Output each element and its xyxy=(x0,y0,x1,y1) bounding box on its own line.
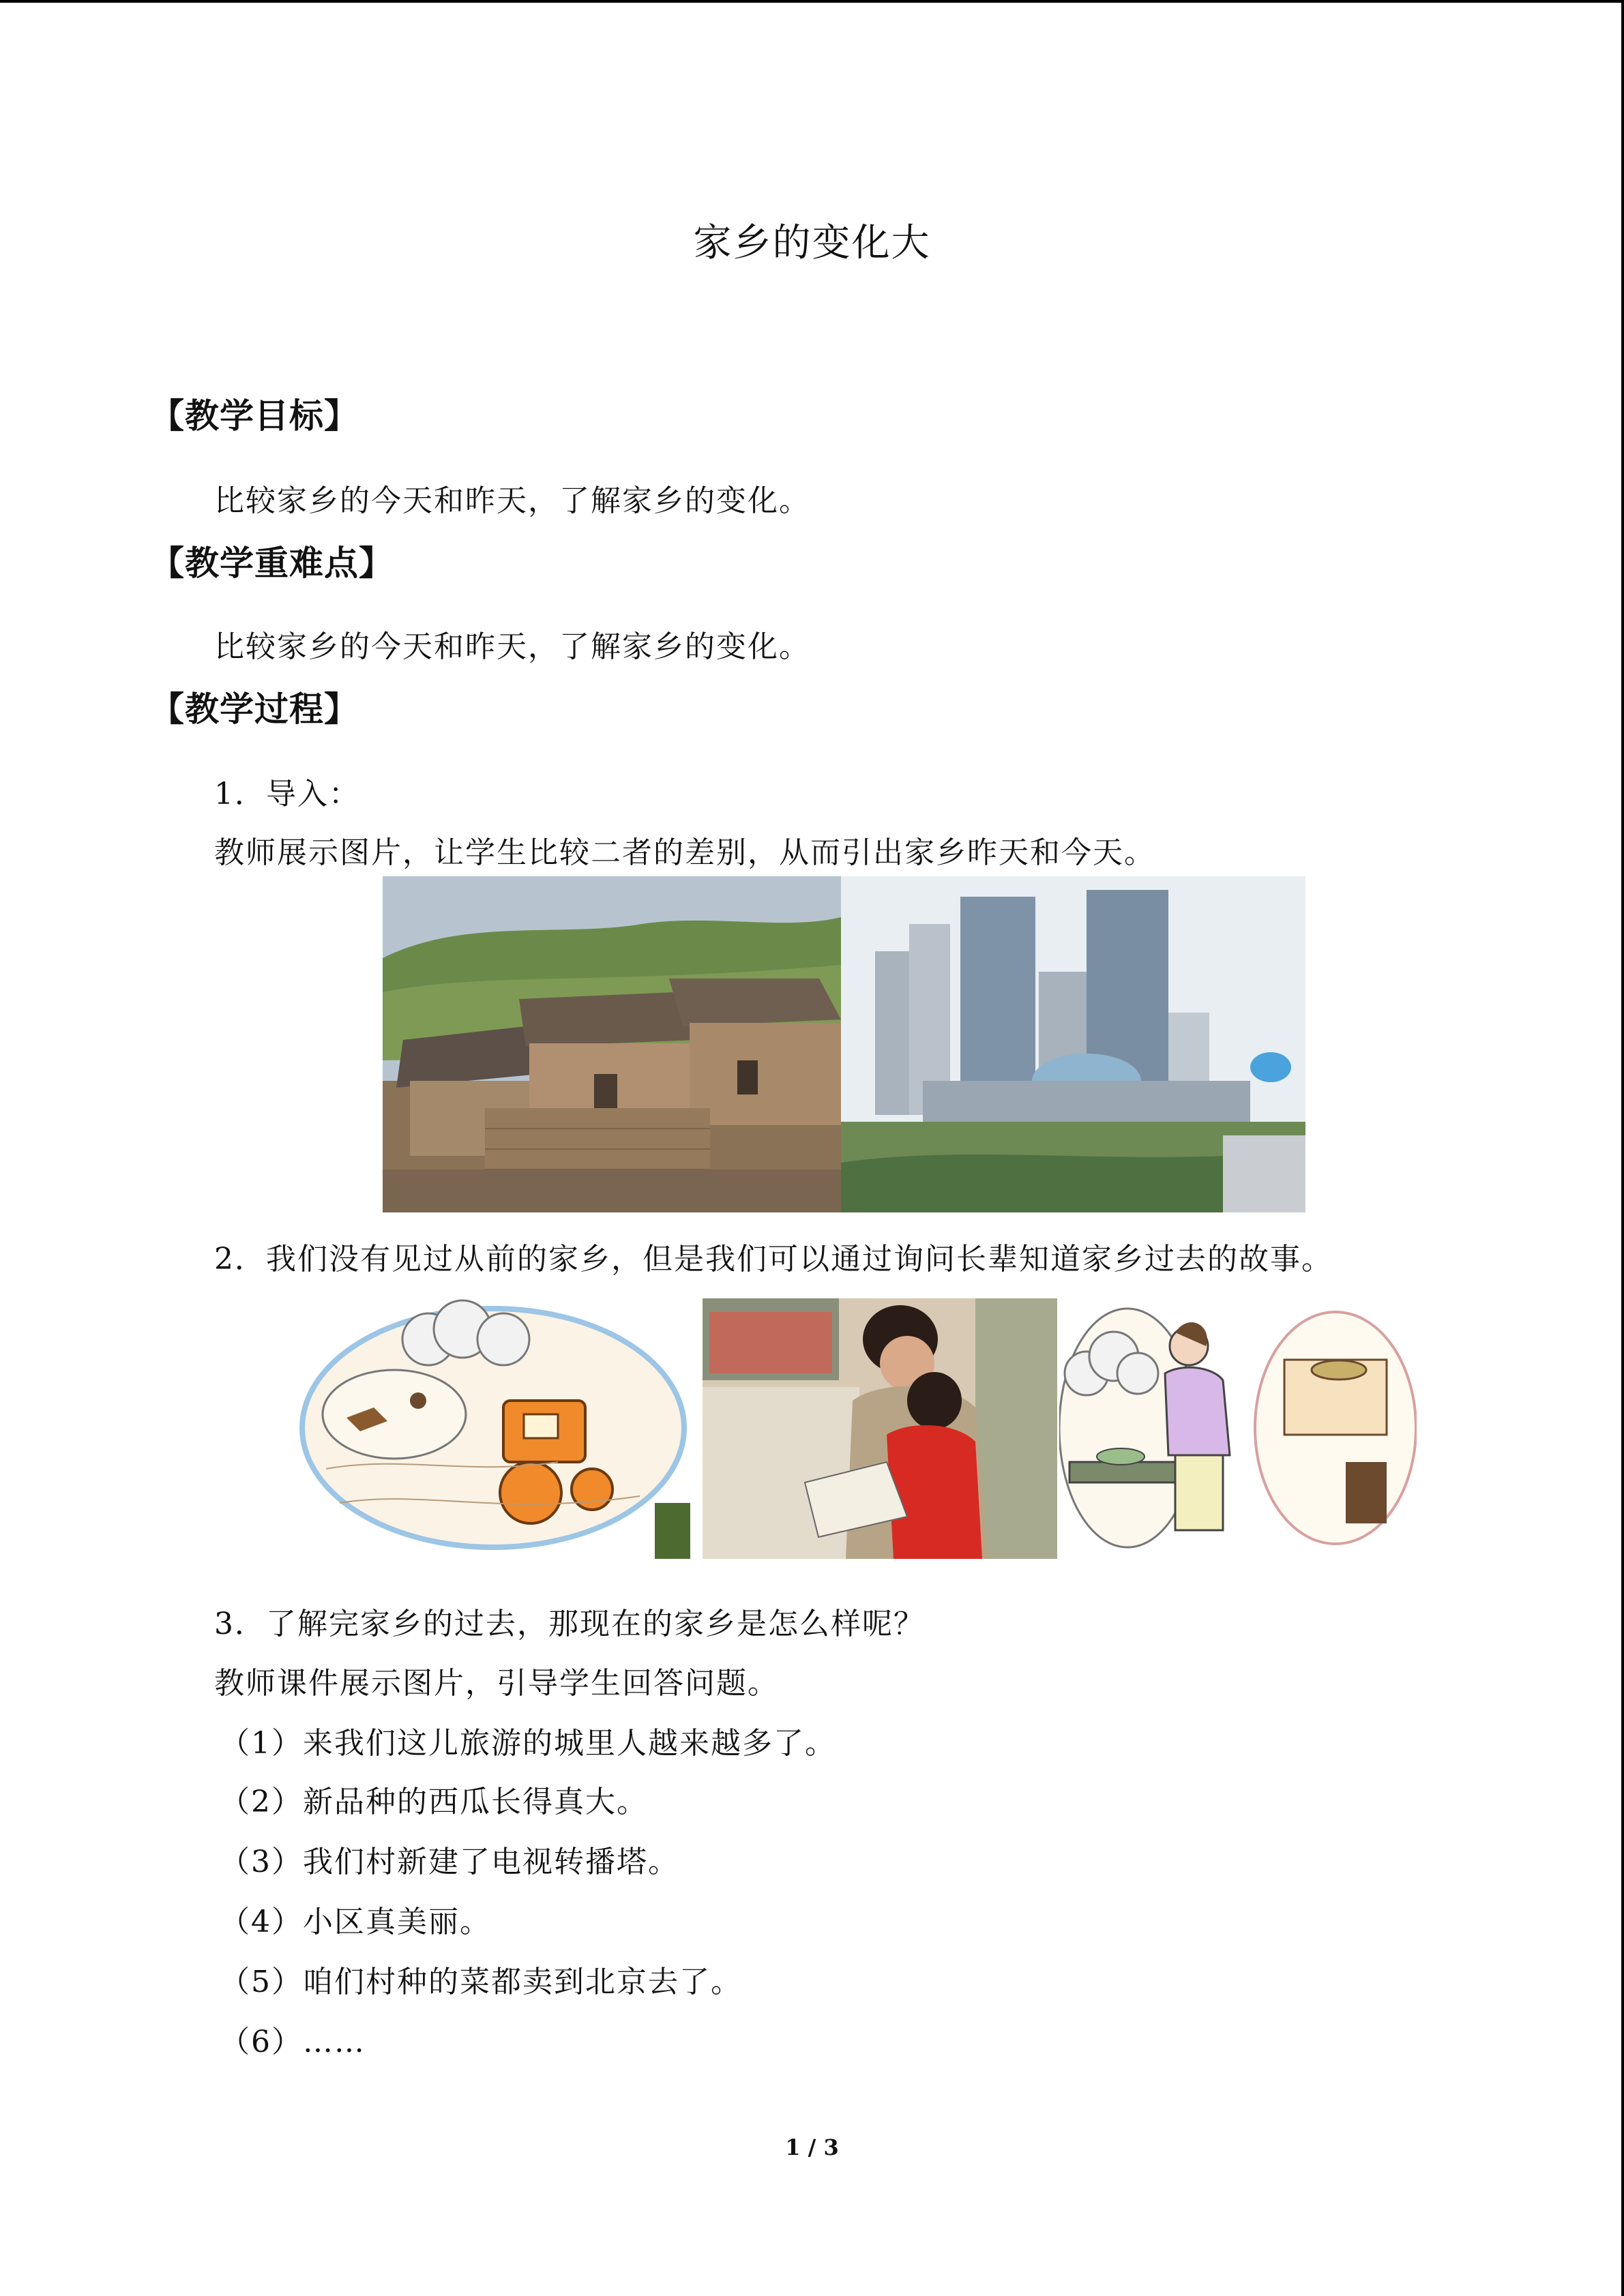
step1-title: 1．导入： xyxy=(214,777,360,811)
heading-teaching-process: 【教学过程】 xyxy=(150,689,359,729)
document-title: 家乡的变化大 xyxy=(693,221,931,265)
page-border-top xyxy=(0,0,1624,3)
list-item: （2）新品种的西瓜长得真大。 xyxy=(220,1785,648,1819)
list-item: （4）小区真美丽。 xyxy=(220,1905,491,1939)
teaching-goals-text: 比较家乡的今天和昨天，了解家乡的变化。 xyxy=(214,483,810,518)
elder-child-reading-photo xyxy=(703,1298,1057,1559)
step3-text: 教师课件展示图片，引导学生回答问题。 xyxy=(214,1666,779,1701)
list-item: （6）…… xyxy=(220,2025,366,2059)
list-item: （1）来我们这儿旅游的城里人越来越多了。 xyxy=(220,1726,836,1761)
list-item: （3）我们村新建了电视转播塔。 xyxy=(220,1845,679,1879)
old-village-house-photo xyxy=(383,876,841,1212)
heading-key-points: 【教学重难点】 xyxy=(150,543,394,583)
list-item: （5）咱们村种的菜都卖到北京去了。 xyxy=(220,1965,742,1999)
page-border-right xyxy=(1621,0,1624,2296)
step3-title: 3．了解完家乡的过去，那现在的家乡是怎么样呢？ xyxy=(214,1607,925,1641)
step1-text: 教师展示图片，让学生比较二者的差别，从而引出家乡昨天和今天。 xyxy=(214,835,1155,870)
key-points-text: 比较家乡的今天和昨天，了解家乡的变化。 xyxy=(214,629,810,664)
page-number: 1 / 3 xyxy=(785,2134,839,2160)
cooking-stove-illustration xyxy=(1059,1298,1417,1559)
ox-and-tractor-illustration xyxy=(299,1298,690,1559)
modern-city-photo xyxy=(841,876,1305,1212)
step2-text: 2．我们没有见过从前的家乡，但是我们可以通过询问长辈知道家乡过去的故事。 xyxy=(214,1242,1333,1277)
heading-teaching-goals: 【教学目标】 xyxy=(150,396,359,436)
